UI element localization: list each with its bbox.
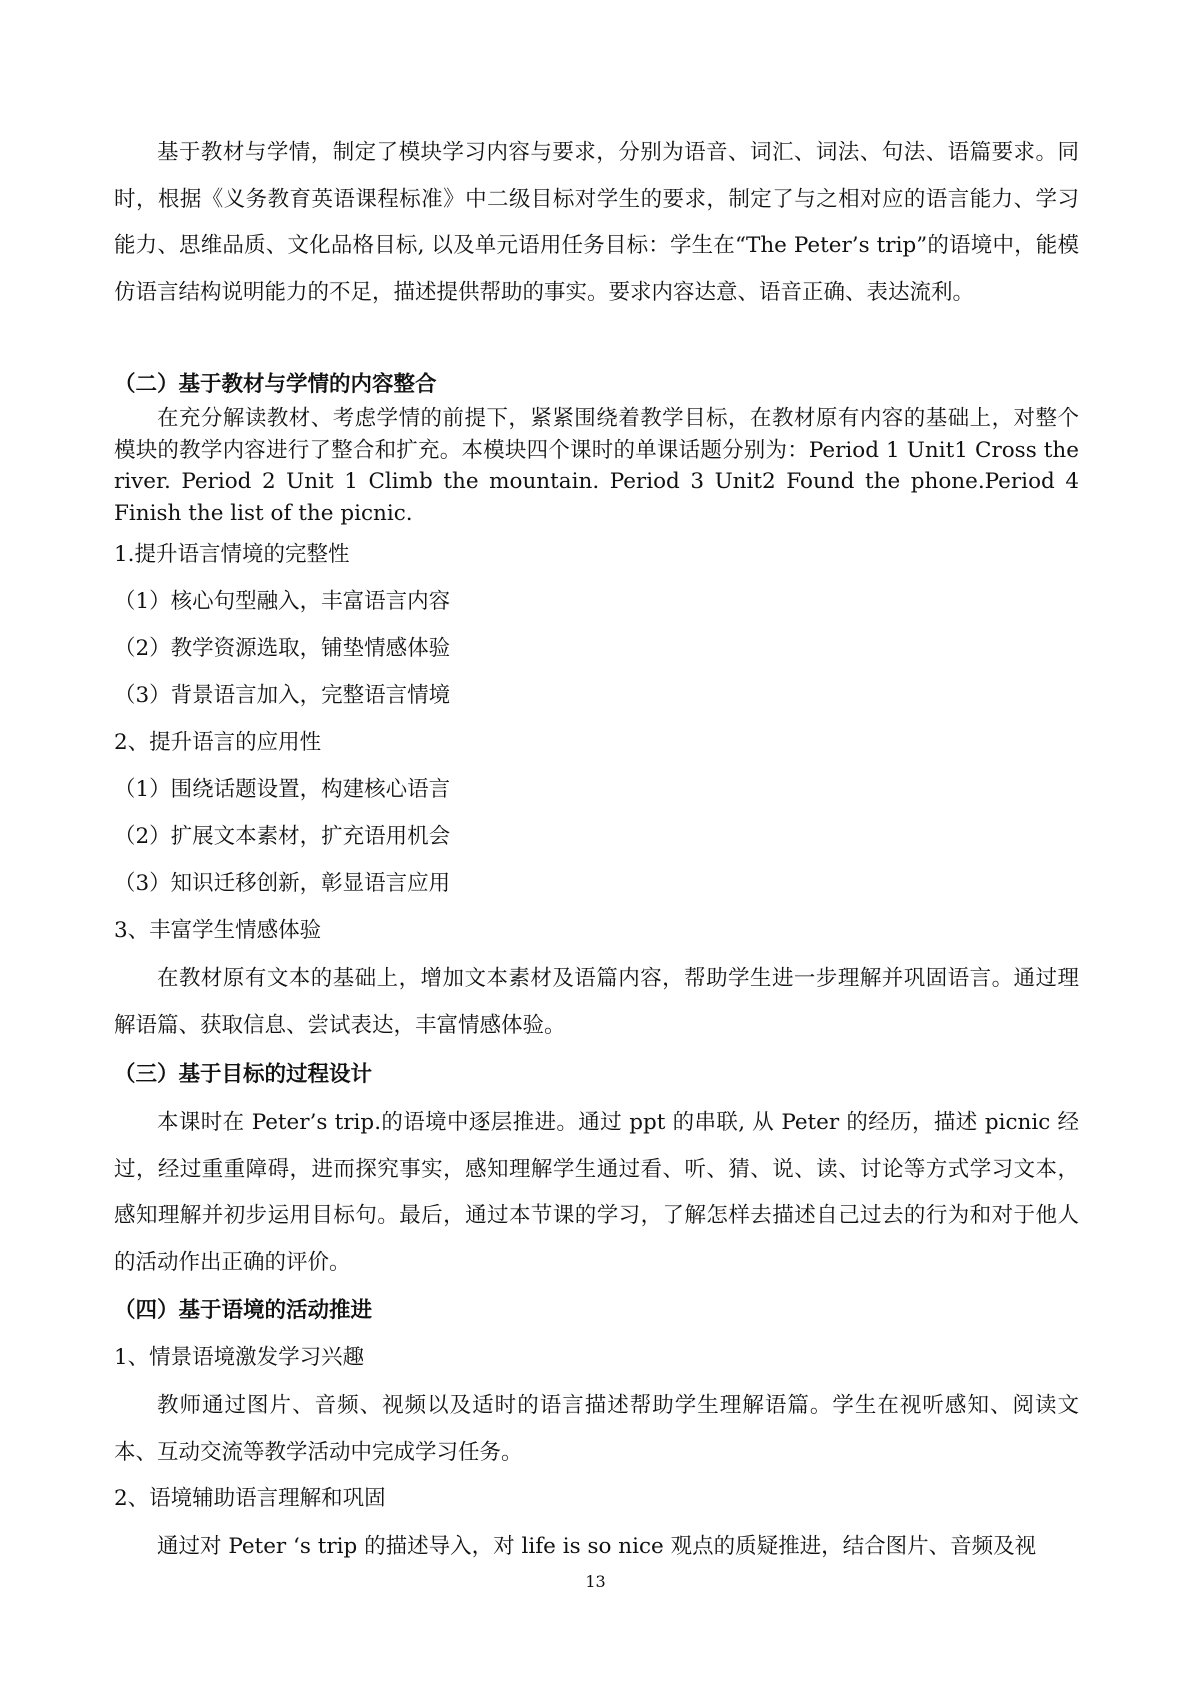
paragraph-2 [114,403,1079,529]
paragraph-6 [114,1524,1079,1571]
section-heading-2: （二）基于教材与学情的内容整合 [114,372,437,397]
paragraph-1 [114,130,1079,316]
subheading-4: 1、情景语境激发学习兴趣 [114,1345,365,1370]
paragraph-text: 在教材原有文本的基础上，增加文本素材及语篇内容，帮助学生进一步理解并巩固语言。通过理解语篇、获取信息、尝试表达，丰富情感体验。 [114,966,1079,1038]
paragraph-text: 教师通过图片、音频、视频以及适时的语言描述帮助学生理解语篇。学生在视听感知、阅读文本、互动交流等教学活动中完成学习任务。 [114,1393,1079,1465]
paragraph-3 [114,956,1079,1049]
paragraph-5 [114,1383,1079,1476]
section-heading-3: （三）基于目标的过程设计 [114,1062,373,1087]
list-item: （1）围绕话题设置，构建核心语言 [114,777,451,802]
list-item: （3）知识迁移创新，彰显语言应用 [114,871,451,896]
paragraph-text: 基于教材与学情，制定了模块学习内容与要求，分别为语音、词汇、词法、句法、语篇要求。同时，根据《义务教育英语课程标准》中二级目标对学生的要求，制定了与之相对应的语言能力、学习能力、思维品质、文化品格目标, 以及单元语用任务目标：学生在“The Peter’s trip”的语境中，能模仿语言结构说明能力的不足，描述提供帮助的事实。要求内容达意、语音正确、表达流利。 [114,140,1079,305]
subheading-5: 2、语境辅助语言理解和巩固 [114,1486,386,1511]
list-item: （1）核心句型融入，丰富语言内容 [114,589,451,614]
subheading-1: 1.提升语言情境的完整性 [114,542,350,567]
subheading-3: 3、丰富学生情感体验 [114,918,322,943]
page-number: 13 [585,1572,606,1591]
section-heading-4: （四）基于语境的活动推进 [114,1298,373,1323]
list-item: （3）背景语言加入，完整语言情境 [114,683,451,708]
list-item: （2）教学资源选取，铺垫情感体验 [114,636,451,661]
paragraph-text: 通过对 Peter ‘s trip 的描述导入，对 life is so nice 观点的质疑推进，结合图片、音频及视 [157,1534,1037,1559]
paragraph-text: 本课时在 Peter’s trip.的语境中逐层推进。通过 ppt 的串联, 从 Peter 的经历，描述 picnic 经过，经过重重障碍，进而探究事实，感知理解学生通过看、听、猜、说、读、讨论等方式学习文本，感知理解并初步运用目标句。最后，通过本节课的学习，了解怎样去描述自己过去的行为和对于他人的活动作出正确的评价。 [114,1110,1079,1275]
paragraph-text: 在充分解读教材、考虑学情的前提下，紧紧围绕着教学目标，在教材原有内容的基础上，对整个模块的教学内容进行了整合和扩充。本模块四个课时的单课话题分别为：Period 1 Unit1 Cross the river. Period 2 Unit 1 Climb the mountain. Period 3 Unit2 Found the phone.Period 4 Finish the list of the picnic. [114,406,1079,526]
list-item: （2）扩展文本素材，扩充语用机会 [114,824,451,849]
subheading-2: 2、提升语言的应用性 [114,730,322,755]
paragraph-4 [114,1100,1079,1286]
